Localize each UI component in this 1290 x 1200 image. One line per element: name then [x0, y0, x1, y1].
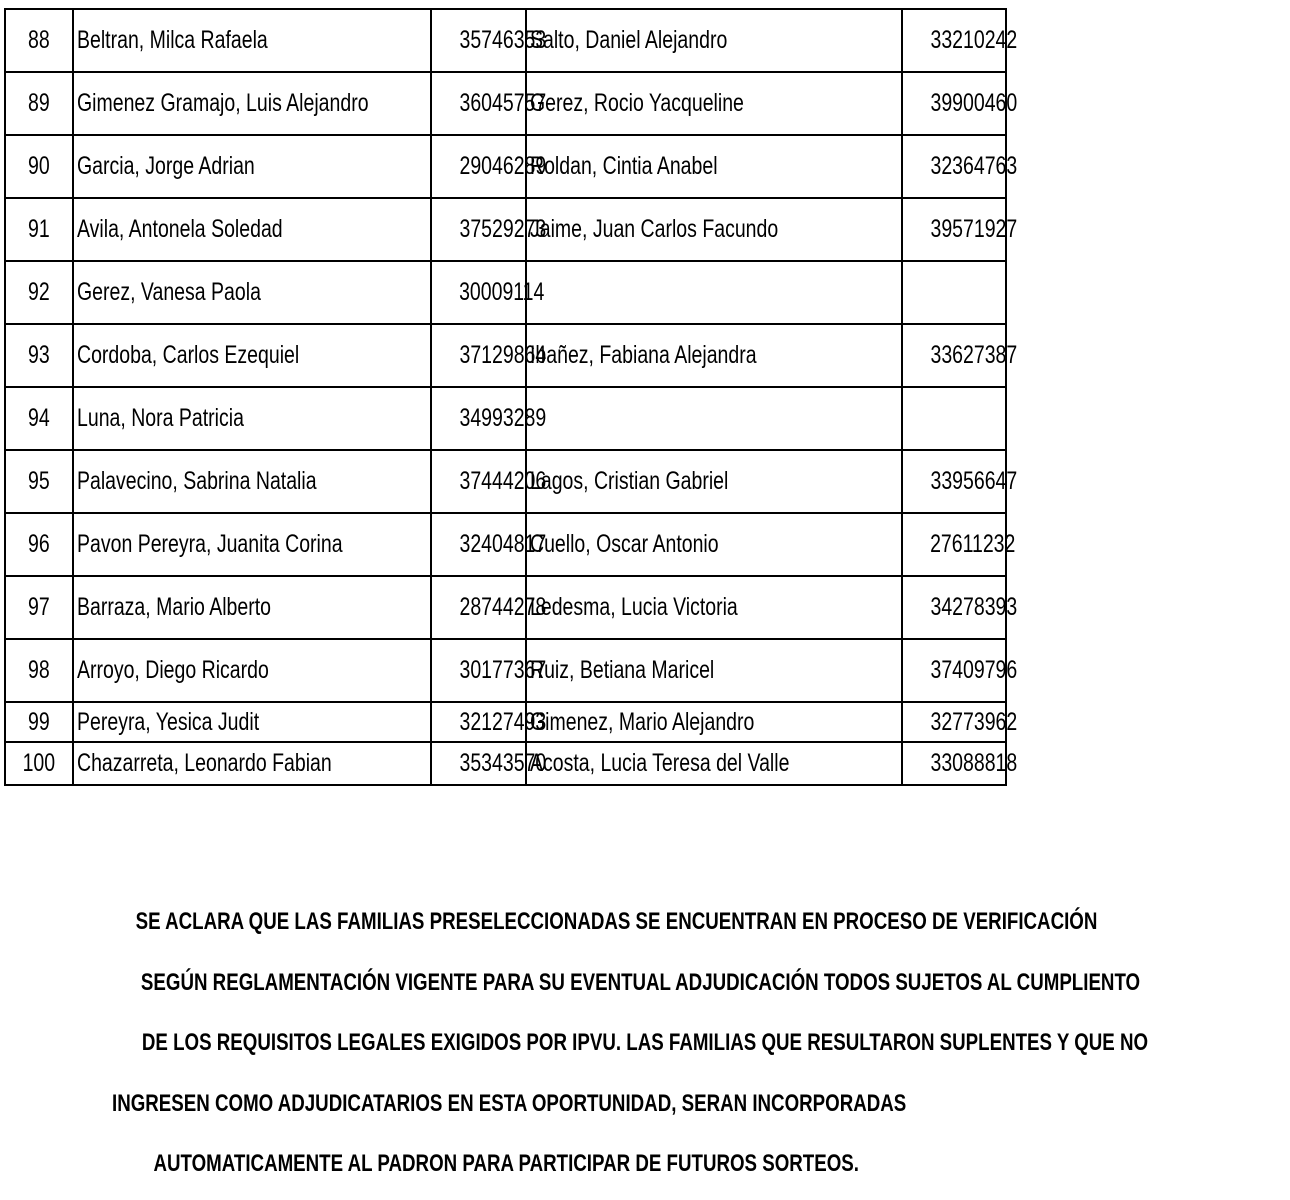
table-row: [5, 72, 1006, 135]
notice-line-text: SE ACLARA QUE LAS FAMILIAS PRESELECCIONADAS SE ENCUENTRAN EN PROCESO DE VERIFICACIÓN: [135, 908, 1098, 935]
beneficiary-name-cell: [73, 387, 431, 450]
beneficiary-name-cell-text: Arroyo, Diego Ricardo: [77, 656, 269, 684]
beneficiary-dni-cell: [431, 9, 547, 72]
beneficiary-dni-cell: [431, 72, 547, 135]
beneficiary-name-cell-text: Pavon Pereyra, Juanita Corina: [77, 530, 343, 558]
partner-name-cell: [526, 9, 902, 72]
partner-name-cell-text: Gerez, Rocio Yacqueline: [530, 89, 744, 117]
partner-dni-cell-text: 33210242: [930, 26, 1018, 54]
beneficiary-dni-cell: [431, 639, 547, 702]
beneficiary-dni-cell-text: 28744278: [459, 593, 547, 621]
table-row: [5, 702, 1006, 742]
notice-line-text: INGRESEN COMO ADJUDICATARIOS EN ESTA OPORTUNIDAD, SERAN INCORPORADAS: [112, 1089, 907, 1117]
partner-name-cell: [526, 198, 902, 261]
partner-name-cell: [526, 639, 902, 702]
verification-notice: [0, 896, 1149, 1199]
row-number-cell: [5, 742, 73, 785]
beneficiary-name-cell-text: Gerez, Vanesa Paola: [77, 278, 261, 306]
partner-dni-cell-text: 33956647: [930, 467, 1018, 495]
partner-dni-cell: [902, 576, 1018, 639]
partner-name-cell: [526, 742, 902, 785]
row-number-cell-text: 90: [28, 152, 50, 180]
row-number-cell: [5, 639, 73, 702]
partner-name-cell: [526, 72, 902, 135]
beneficiary-name-cell: [73, 9, 431, 72]
partner-dni-cell-text: 39900460: [930, 89, 1018, 117]
partner-dni-cell-text: 32364763: [930, 152, 1018, 180]
notice-line-text: DE LOS REQUISITOS LEGALES EXIGIDOS POR IPVU. LAS FAMILIAS QUE RESULTARON SUPLENTES Y QUE NO: [141, 1029, 1149, 1056]
partner-name-cell-text: Acosta, Lucia Teresa del Valle: [530, 749, 790, 777]
beneficiary-name-cell: [73, 742, 431, 785]
partner-name-cell-text: Cuello, Oscar Antonio: [530, 530, 719, 558]
partner-dni-cell: [902, 135, 1018, 198]
beneficiary-name-cell-text: Beltran, Milca Rafaela: [77, 26, 268, 54]
partner-name-cell: [526, 261, 902, 324]
beneficiary-dni-cell: [431, 198, 547, 261]
notice-line: [0, 1078, 1012, 1139]
partner-dni-cell-text: 27611232: [930, 530, 1016, 558]
row-number-cell-text: 99: [28, 707, 50, 736]
partner-name-cell: [526, 387, 902, 450]
beneficiary-dni-cell: [431, 702, 547, 742]
table-row: [5, 513, 1006, 576]
beneficiary-name-cell-text: Gimenez Gramajo, Luis Alejandro: [77, 89, 369, 117]
partner-dni-cell-text: 33088818: [930, 749, 1018, 777]
beneficiary-name-cell: [73, 576, 431, 639]
table-row: [5, 387, 1006, 450]
partner-dni-cell-text: 32773962: [930, 707, 1018, 736]
row-number-cell: [5, 198, 73, 261]
beneficiary-name-cell-text: Pereyra, Yesica Judit: [77, 707, 260, 736]
row-number-cell-text: 96: [28, 530, 50, 558]
table-row: [5, 576, 1006, 639]
row-number-cell: [5, 576, 73, 639]
beneficiary-name-cell: [73, 450, 431, 513]
partner-dni-cell-text: 34278393: [930, 593, 1018, 621]
beneficiary-name-cell: [73, 261, 431, 324]
beneficiary-dni-cell-text: 37129864: [459, 341, 547, 369]
beneficiary-name-cell-text: Barraza, Mario Alberto: [77, 593, 272, 621]
row-number-cell-text: 100: [22, 749, 56, 777]
table-row: [5, 324, 1006, 387]
beneficiary-dni-cell-text: 32404817: [459, 530, 547, 558]
table-row: [5, 450, 1006, 513]
partner-name-cell: [526, 135, 902, 198]
beneficiary-name-cell-text: Cordoba, Carlos Ezequiel: [77, 341, 300, 369]
partner-name-cell-text: Roldan, Cintia Anabel: [530, 152, 718, 180]
row-number-cell-text: 88: [28, 26, 50, 54]
beneficiary-dni-cell-text: 29046289: [459, 152, 547, 180]
table-row: [5, 261, 1006, 324]
notice-line: [0, 896, 1098, 957]
notice-line: [0, 957, 1141, 1018]
beneficiary-table: [4, 8, 1018, 786]
beneficiary-dni-cell-text: 37529273: [459, 215, 547, 243]
notice-line-text: AUTOMATICAMENTE AL PADRON PARA PARTICIPAR DE FUTUROS SORTEOS.: [153, 1150, 859, 1177]
beneficiary-dni-cell-text: 32127493: [459, 707, 547, 736]
beneficiary-name-cell: [73, 702, 431, 742]
partner-dni-cell: [902, 324, 1018, 387]
row-number-cell: [5, 72, 73, 135]
row-number-cell-text: 94: [28, 404, 50, 432]
row-number-cell: [5, 135, 73, 198]
partner-name-cell-text: Lagos, Cristian Gabriel: [530, 467, 729, 495]
table-row: [5, 198, 1006, 261]
table-row: [5, 135, 1006, 198]
partner-dni-cell-text: 39571927: [930, 215, 1018, 243]
beneficiary-name-cell: [73, 72, 431, 135]
beneficiary-dni-cell: [431, 324, 547, 387]
beneficiary-dni-cell: [431, 261, 545, 324]
row-number-cell: [5, 450, 73, 513]
row-number-cell: [5, 261, 73, 324]
row-number-cell-text: 98: [28, 656, 50, 684]
beneficiary-dni-cell-text: 30177367: [459, 656, 547, 684]
partner-name-cell-text: Ibañez, Fabiana Alejandra: [530, 341, 757, 369]
partner-dni-cell-text: 37409796: [930, 656, 1018, 684]
row-number-cell-text: 97: [28, 593, 50, 621]
beneficiary-name-cell-text: Garcia, Jorge Adrian: [77, 152, 255, 180]
partner-name-cell-text: Ruiz, Betiana Maricel: [530, 656, 715, 684]
partner-dni-cell: [902, 513, 1016, 576]
partner-name-cell-text: Salto, Daniel Alejandro: [530, 26, 728, 54]
beneficiary-name-cell: [73, 639, 431, 702]
partner-name-cell: [526, 576, 902, 639]
partner-dni-cell: [902, 702, 1018, 742]
partner-name-cell: [526, 450, 902, 513]
beneficiary-dni-cell: [431, 387, 547, 450]
partner-dni-cell: [902, 387, 1006, 450]
partner-dni-cell: [902, 639, 1018, 702]
partner-dni-cell: [902, 198, 1018, 261]
beneficiary-dni-cell: [431, 135, 547, 198]
partner-dni-cell-text: 33627387: [930, 341, 1018, 369]
partner-name-cell-text: Jaime, Juan Carlos Facundo: [530, 215, 779, 243]
partner-dni-cell: [902, 72, 1018, 135]
beneficiary-dni-cell-text: 36045757: [459, 89, 547, 117]
beneficiary-table-body: [5, 9, 1018, 785]
beneficiary-dni-cell-text: 35343570: [459, 749, 547, 777]
partner-dni-cell: [902, 742, 1018, 785]
row-number-cell-text: 89: [28, 89, 50, 117]
beneficiary-dni-cell-text: 37444206: [459, 467, 547, 495]
row-number-cell: [5, 387, 73, 450]
partner-dni-cell: [902, 9, 1018, 72]
partner-name-cell: [526, 513, 902, 576]
row-number-cell-text: 91: [28, 215, 50, 243]
partner-dni-cell: [902, 261, 1006, 324]
row-number-cell: [5, 702, 73, 742]
row-number-cell: [5, 9, 73, 72]
notice-line: [0, 1017, 1149, 1078]
beneficiary-name-cell: [73, 324, 431, 387]
beneficiary-name-cell-text: Palavecino, Sabrina Natalia: [77, 467, 317, 495]
beneficiary-dni-cell-text: 30009114: [459, 278, 545, 306]
beneficiary-name-cell-text: Luna, Nora Patricia: [77, 404, 244, 432]
partner-name-cell: [526, 324, 902, 387]
row-number-cell-text: 95: [28, 467, 50, 495]
row-number-cell: [5, 513, 73, 576]
notice-line: [0, 1138, 1012, 1199]
beneficiary-dni-cell: [431, 742, 547, 785]
beneficiary-dni-cell-text: 35746353: [459, 26, 547, 54]
notice-line-text: SEGÚN REGLAMENTACIÓN VIGENTE PARA SU EVENTUAL ADJUDICACIÓN TODOS SUJETOS AL CUMPLIENTO: [140, 968, 1141, 996]
partner-name-cell-text: Ledesma, Lucia Victoria: [530, 593, 738, 621]
beneficiary-name-cell-text: Chazarreta, Leonardo Fabian: [77, 749, 332, 777]
table-row: [5, 639, 1006, 702]
row-number-cell-text: 92: [28, 278, 50, 306]
partner-name-cell-text: Gimenez, Mario Alejandro: [530, 707, 755, 736]
table-row: [5, 9, 1006, 72]
partner-dni-cell: [902, 450, 1018, 513]
beneficiary-name-cell: [73, 198, 431, 261]
beneficiary-dni-cell-text: 34993289: [459, 404, 547, 432]
beneficiary-name-cell-text: Avila, Antonela Soledad: [77, 215, 283, 243]
beneficiary-name-cell: [73, 135, 431, 198]
partner-name-cell: [526, 702, 902, 742]
beneficiary-dni-cell: [431, 513, 547, 576]
beneficiary-name-cell: [73, 513, 431, 576]
beneficiary-dni-cell: [431, 450, 547, 513]
beneficiary-dni-cell: [431, 576, 547, 639]
row-number-cell-text: 93: [28, 341, 50, 369]
row-number-cell: [5, 324, 73, 387]
table-row: [5, 742, 1006, 785]
